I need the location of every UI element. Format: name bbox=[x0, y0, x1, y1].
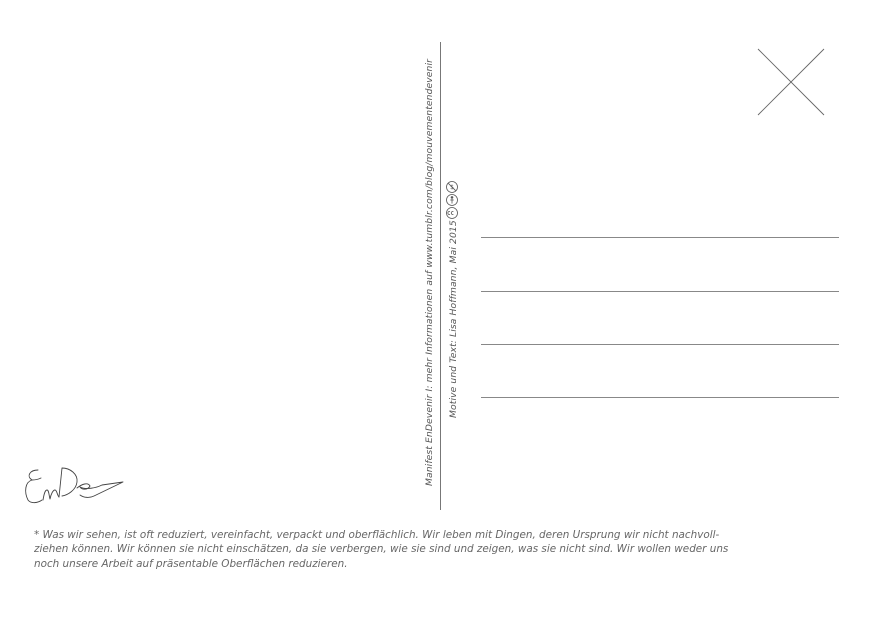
cc-icon bbox=[447, 208, 458, 219]
footnote-line-2: ziehen können. Wir können sie nicht einschätzen, da sie verbergen, wie sie sind und zeigen, was sie nicht sind. Wir wollen weder uns bbox=[34, 543, 729, 556]
stamp-cross-icon bbox=[757, 48, 825, 116]
footnote-line-1: * Was wir sehen, ist oft reduziert, vereinfacht, verpackt und oberflächlich. Wir leben mit Dingen, deren Ursprung wir nicht nachvoll- bbox=[34, 529, 720, 541]
credit-line-website: Manifest EnDevenir I: mehr Informationen auf www.tumblr.com/blog/mouvementendevenir bbox=[424, 59, 435, 486]
attribution-icon bbox=[447, 195, 458, 206]
footnote-manifest-text bbox=[34, 528, 834, 571]
address-line-3 bbox=[481, 344, 839, 345]
creative-commons-license-icons bbox=[444, 178, 460, 220]
noncommercial-icon bbox=[447, 182, 458, 193]
credit-line-author: Motive und Text: Lisa Hoffmann, Mai 2015 bbox=[448, 220, 459, 418]
footnote-line-3: noch unsere Arbeit auf präsentable Oberflächen reduzieren. bbox=[34, 557, 348, 570]
address-line-1 bbox=[481, 237, 839, 238]
address-line-2 bbox=[481, 291, 839, 292]
svg-text:$: $ bbox=[450, 184, 454, 191]
address-line-4 bbox=[481, 397, 839, 398]
vertical-divider bbox=[440, 42, 441, 510]
endevenir-signature-logo bbox=[22, 462, 126, 508]
